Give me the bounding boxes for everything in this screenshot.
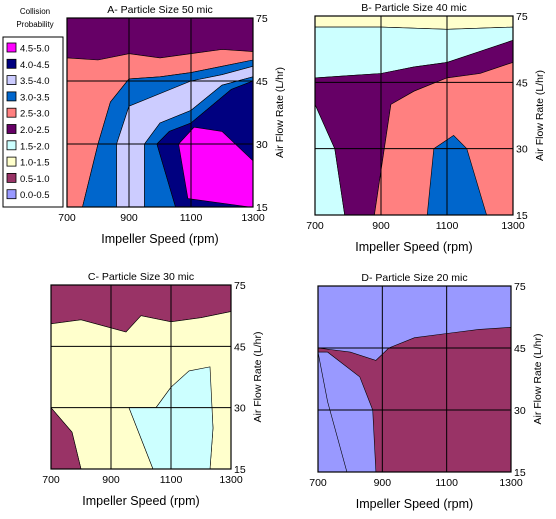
legend-swatch <box>7 190 16 199</box>
y-axis-label: Air Flow Rate (L/hr) <box>252 331 264 423</box>
legend-label: 2.5-3.0 <box>20 108 50 120</box>
x-tick-label: 900 <box>373 477 392 489</box>
x-tick-label: 1300 <box>219 474 243 486</box>
y-tick-label: 45 <box>514 343 526 355</box>
legend-label: 2.0-2.5 <box>20 125 50 136</box>
legend-label: 0.5-1.0 <box>20 173 50 185</box>
y-tick-label: 45 <box>256 76 268 88</box>
x-tick-label: 1100 <box>435 477 458 489</box>
legend-swatch <box>7 173 16 182</box>
x-tick-label: 700 <box>58 212 76 224</box>
x-axis-label: Impeller Speed (rpm) <box>355 240 473 254</box>
y-tick-label: 30 <box>234 402 246 415</box>
legend-title-line1: Collision <box>19 7 51 16</box>
y-tick-label: 15 <box>516 210 528 222</box>
x-tick-label: 1300 <box>241 212 265 224</box>
x-tick-label: 900 <box>102 474 120 486</box>
y-tick-label: 15 <box>514 467 526 479</box>
y-tick-label: 45 <box>234 341 246 354</box>
x-axis-label: Impeller Speed (rpm) <box>82 494 200 508</box>
x-tick-label: 700 <box>42 474 60 486</box>
legend-label: 3.5-4.0 <box>20 76 50 88</box>
chart-panel-1 <box>58 4 286 246</box>
y-tick-label: 15 <box>234 464 246 476</box>
legend-swatch <box>7 76 16 85</box>
x-tick-label: 1300 <box>501 220 525 232</box>
chart-panel-3 <box>42 271 264 508</box>
y-tick-label: 15 <box>256 202 268 214</box>
x-tick-label: 1100 <box>159 474 183 486</box>
y-tick-label: 45 <box>516 77 528 90</box>
legend-swatch <box>7 125 16 134</box>
chart-panel-4 <box>309 272 544 511</box>
legend-swatch <box>7 108 16 117</box>
x-tick-label: 900 <box>120 212 138 224</box>
y-tick-label: 75 <box>516 11 528 23</box>
legend-swatch <box>7 141 16 150</box>
y-tick-label: 30 <box>516 143 528 156</box>
legend <box>3 7 63 207</box>
x-axis-label: Impeller Speed (rpm) <box>355 497 474 511</box>
legend-label: 3.0-3.5 <box>20 92 50 104</box>
chart-panel-2 <box>306 2 546 254</box>
contour-area <box>318 286 511 472</box>
legend-label: 0.0-0.5 <box>20 190 50 202</box>
x-tick-label: 700 <box>309 477 327 489</box>
y-axis-label: Air Flow Rate (L/hr) <box>532 333 544 425</box>
x-axis-label: Impeller Speed (rpm) <box>101 232 219 246</box>
legend-swatch <box>7 43 16 52</box>
legend-swatch <box>7 92 16 101</box>
legend-label: 4.0-4.5 <box>20 59 50 71</box>
x-tick-label: 1100 <box>435 220 459 232</box>
contour-area <box>315 16 513 215</box>
chart-title: A- Particle Size 50 mic <box>107 4 213 16</box>
legend-swatch <box>7 157 16 166</box>
legend-label: 1.5-2.0 <box>20 141 50 153</box>
contour-area <box>67 18 253 207</box>
y-axis-label: Air Flow Rate (L/hr) <box>534 69 546 162</box>
legend-label: 4.5-5.0 <box>20 43 50 55</box>
y-tick-label: 30 <box>256 139 268 151</box>
chart-title: C- Particle Size 30 mic <box>87 271 195 283</box>
y-tick-label: 75 <box>256 13 268 25</box>
y-tick-label: 30 <box>514 405 526 417</box>
y-axis-label: Air Flow Rate (L/hr) <box>274 66 286 159</box>
legend-title-line2: Probability <box>16 20 54 29</box>
x-tick-label: 1300 <box>499 477 523 489</box>
x-tick-label: 900 <box>372 220 390 232</box>
x-tick-label: 1100 <box>179 212 203 224</box>
chart-title: B- Particle Size 40 mic <box>361 2 467 14</box>
y-tick-label: 75 <box>514 281 526 293</box>
x-tick-label: 700 <box>306 220 324 232</box>
legend-label: 1.0-1.5 <box>20 157 50 169</box>
y-tick-label: 75 <box>234 280 246 292</box>
legend-swatch <box>7 59 16 68</box>
chart-title: D- Particle Size 20 mic <box>361 272 468 284</box>
contour-area <box>51 285 231 469</box>
